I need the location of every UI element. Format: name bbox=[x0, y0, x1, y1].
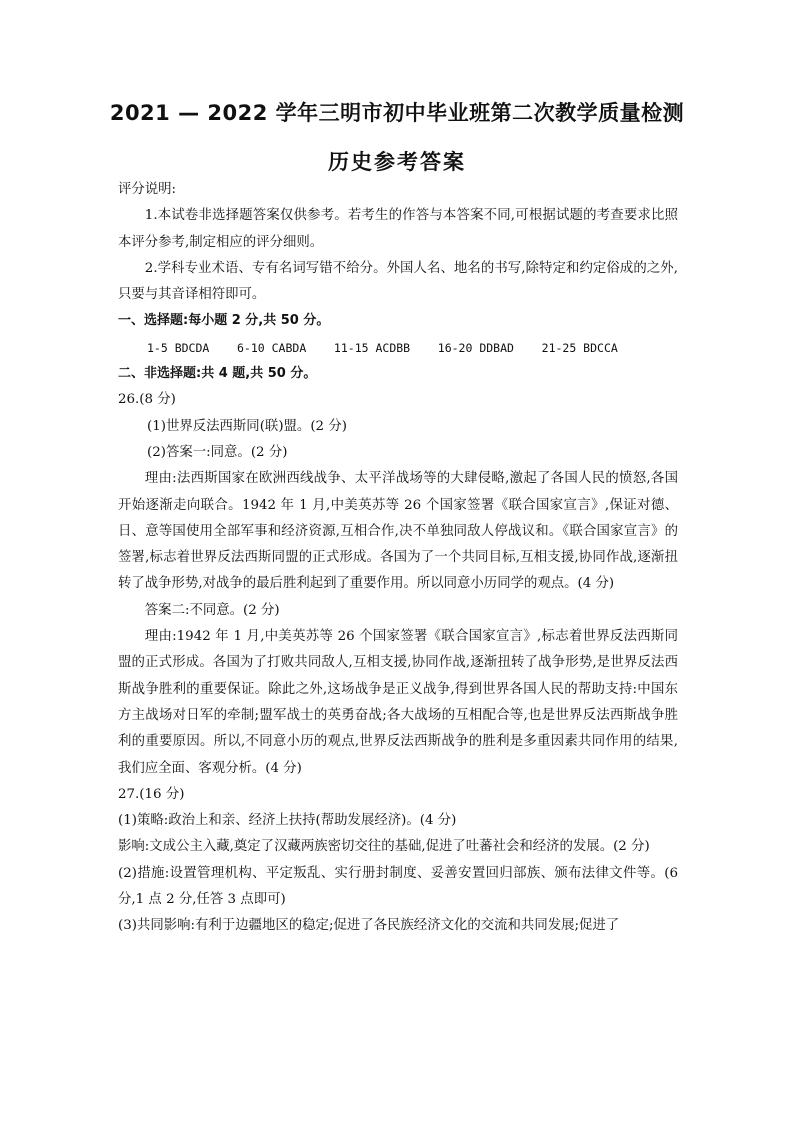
question-27-part1-impact: 影响:文成公主入藏,奠定了汉藏两族密切交往的基础,促进了吐蕃社会和经济的发展。(2 分) bbox=[118, 839, 650, 855]
section-choice-heading: 一、选择题:每小题 2 分,共 50 分。 bbox=[118, 313, 330, 329]
question-27-part1: (1)策略:政治上和亲、经济上扶持(帮助发展经济)。(4 分) bbox=[118, 813, 457, 829]
question-27-number: 27.(16 分) bbox=[118, 786, 185, 802]
document-title: 2021 — 2022 学年三明市初中毕业班第二次教学质量检测 bbox=[109, 101, 685, 125]
scoring-note-2: 2.学科专业术语、专有名词写错不给分。外国人名、地名的书写,除特定和约定俗成的之外,只要与其音译相符即可。 bbox=[118, 260, 678, 303]
question-27-part3: (3)共同影响:有利于边疆地区的稳定;促进了各民族经济文化的交流和共同发展;促进了 bbox=[118, 918, 620, 934]
scoring-notes-heading: 评分说明: bbox=[118, 182, 177, 197]
question-26-number: 26.(8 分) bbox=[118, 392, 176, 408]
question-26-part2: (2)答案一:同意。(2 分) bbox=[147, 444, 288, 460]
question-26-answer2: 答案二:不同意。(2 分) bbox=[144, 602, 280, 618]
question-26-reason2: 理由:1942 年 1 月,中美英苏等 26 个国家签署《联合国家宣言》,标志着世界反法西斯同盟的正式形成。各国为了打败共同敌人,互相支援,协同作战,逐渐扭转了战争形势,是世界反法西斯战争胜利的重要保证。除此之外,这场战争是正义战争,得到世界各国人民的帮助支持:中国东方主战场对日军的牵制;盟军战士的英勇奋战;各大战场的互相配合等,也是世界反法西斯战争胜利的重要原因。所以,不同意小历的观点,世界反法西斯战争的胜利是多重因素共同作用的结果,我们应全面、客观分析。(4 分) bbox=[118, 629, 678, 776]
scoring-note-1: 1.本试卷非选择题答案仅供参考。若考生的作答与本答案不同,可根据试题的考查要求比照本评分参考,制定相应的评分细则。 bbox=[118, 208, 678, 250]
section-nonchoice-heading: 二、非选择题:共 4 题,共 50 分。 bbox=[118, 366, 317, 382]
answer-content bbox=[118, 177, 678, 940]
question-27-part2: (2)措施:设置管理机构、平定叛乱、实行册封制度、妥善安置回归部族、颁布法律文件等。(6 分,1 点 2 分,任答 3 点即可) bbox=[118, 865, 678, 908]
question-26-reason1: 理由:法西斯国家在欧洲西线战争、太平洋战场等的大肆侵略,激起了各国人民的愤怒,各国开始逐渐走向联合。1942 年 1 月,中美英苏等 26 个国家签署《联合国家宣言》,保证对德、日、意等国使用全部军事和经济资源,互相合作,决不单独同敌人停战议和。《联合国家宣言》的签署,标志着世界反法西斯同盟的正式形成。各国为了一个共同目标,互相支援,协同作战,逐渐扭转了战争形势,对战争的最后胜利起到了重要作用。所以同意小历同学的观点。(4 分) bbox=[118, 471, 678, 592]
choice-answers: 1-5 BDCDA 6-10 CABDA 11-15 ACDBB 16-20 DDBAD 21-25 BDCCA bbox=[147, 340, 618, 355]
document-subtitle: 历史参考答案 bbox=[328, 150, 466, 174]
question-26-part1: (1)世界反法西斯同(联)盟。(2 分) bbox=[147, 418, 347, 434]
